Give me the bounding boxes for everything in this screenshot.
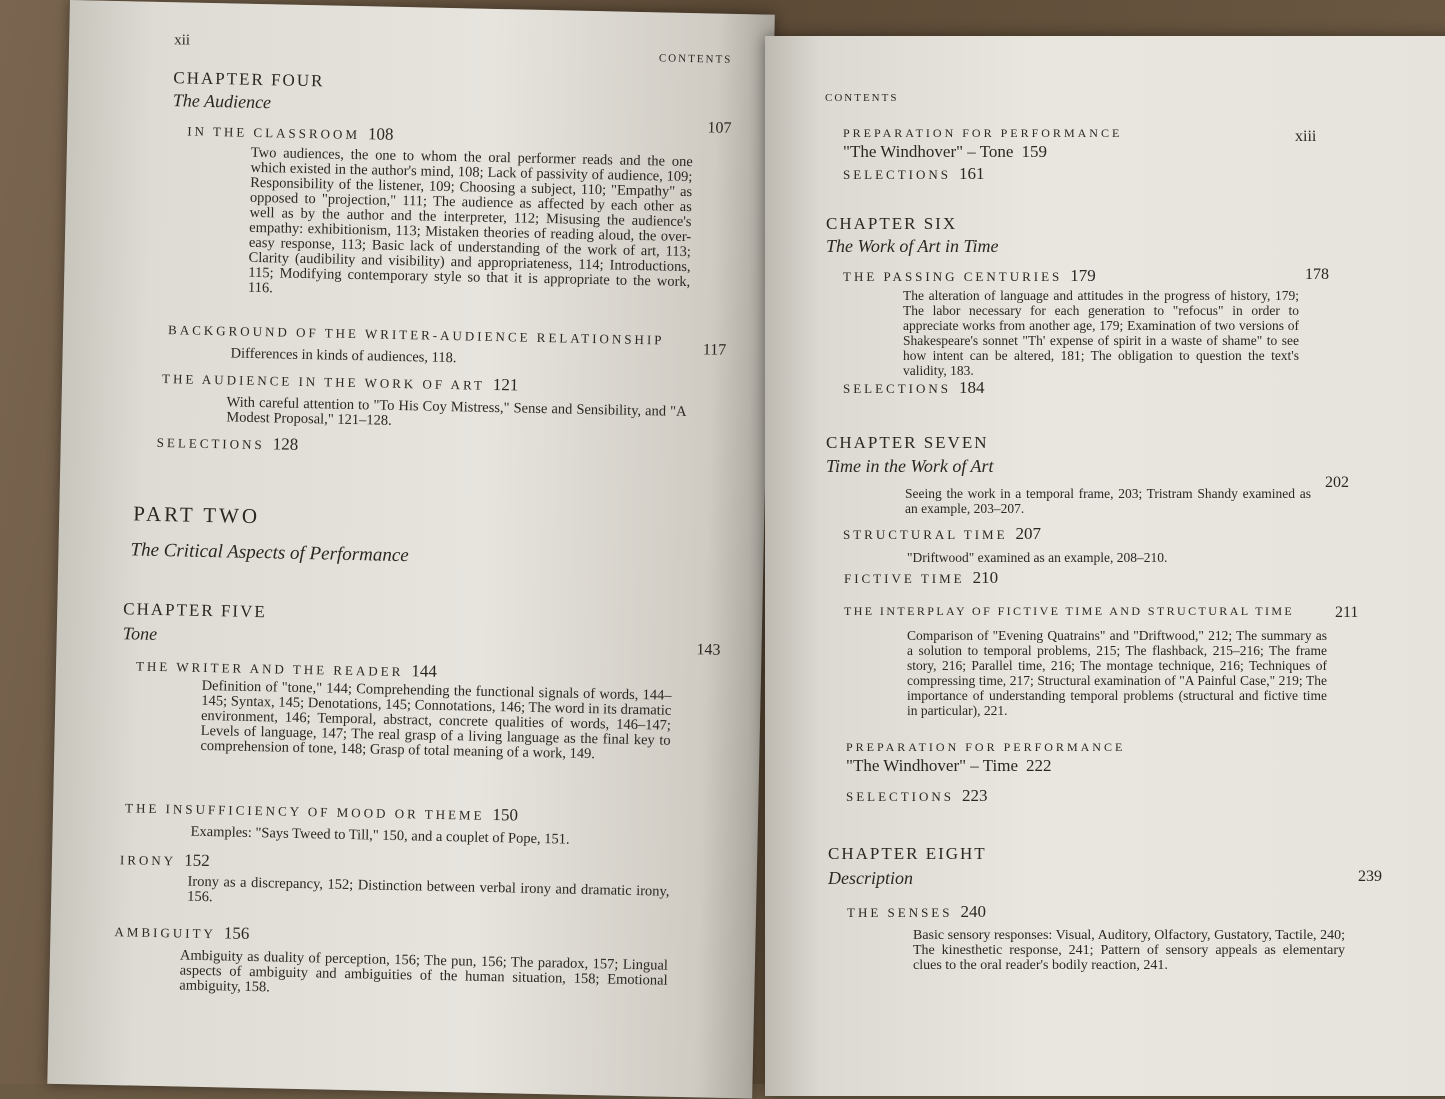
section-description: Definition of "tone," 144; Comprehending the functional signals of words, 144–145; Syntax, 145; Denotations, 145; Connotations, 146; The word in its dramatic environment, 146; Temporal, abstract, concrete qualities of words, 146–147; Levels of language, 147; The real grasp of a living language as the final key to comprehension of tone, 148; Grasp of total meaning of a work, 149. xyxy=(200,677,672,763)
section-heading: PREPARATION FOR PERFORMANCE xyxy=(843,126,1123,140)
section-heading: SELECTIONS 223 xyxy=(846,786,988,805)
section-description: "Driftwood" examined as an example, 208–210. xyxy=(907,550,1168,565)
chapter-label: CHAPTER SIX xyxy=(826,214,958,233)
section-page-number: 156 xyxy=(223,923,250,943)
chapter-label: CHAPTER FOUR xyxy=(173,68,325,91)
section-description: Comparison of "Evening Quatrains" and "Driftwood," 212; The summary as a solution to temporal problems, 215; The flashback, 215–216; The frame story, 216; Parallel time, 216; The montage technique, 216; Techniques of compressing time, 217; Structural examination of "A Painful Case," 219; The importance of understanding temporal problems (structural and fictive time in particular), 221. xyxy=(907,628,1327,718)
chapter-title: The Work of Art in Time xyxy=(826,236,999,256)
section-page-number: 128 xyxy=(272,434,299,454)
running-head: CONTENTS xyxy=(658,52,733,66)
chapter-title: The Audience xyxy=(172,90,272,113)
section-page-number: 144 xyxy=(411,661,438,681)
running-head: CONTENTS xyxy=(825,92,899,104)
section-page-number: 150 xyxy=(492,805,519,825)
section-page-number: 210 xyxy=(972,568,999,587)
section-heading: THE PASSING CENTURIES 179 xyxy=(843,266,1096,285)
chapter-label: CHAPTER EIGHT xyxy=(828,844,987,863)
section-heading: FICTIVE TIME 210 xyxy=(844,568,999,587)
left-page xyxy=(47,0,775,1099)
section-heading: THE WRITER AND THE READER 144 xyxy=(135,658,438,681)
chapter-title: Time in the Work of Art xyxy=(826,456,994,476)
section-heading: IRONY 152 xyxy=(119,850,210,871)
section-heading: SELECTIONS 128 xyxy=(156,434,299,454)
chapter-label: CHAPTER SEVEN xyxy=(826,433,989,452)
section-subtitle: "The Windhover" – Time 222 xyxy=(846,756,1052,775)
section-heading: THE INTERPLAY OF FICTIVE TIME AND STRUCTURAL TIME xyxy=(844,604,1295,618)
section-description: With careful attention to "To His Coy Mistress," Sense and Sensibility, and "A Modest Proposal," 121–128. xyxy=(226,394,687,429)
section-description: The alteration of language and attitudes in the progress of history, 179; The labor necessary for each generation to "refocus" in order to appreciate works from another age, 179; Examination of two versions of Shakespeare's sonnet "Th' expense of spirit in a waste of shame" to see how intent can be altered, 181; The obligation to question the text's validity, 183. xyxy=(903,288,1299,378)
section-heading: SELECTIONS 161 xyxy=(843,164,985,183)
part-label: PART TWO xyxy=(133,501,261,529)
page-folio: xii xyxy=(174,32,191,49)
chapter-page-number: 239 xyxy=(1358,868,1382,885)
section-subtitle: "The Windhover" – Tone 159 xyxy=(843,142,1047,161)
section-heading: BACKGROUND OF THE WRITER-AUDIENCE RELATIONSHIP xyxy=(167,322,665,348)
section-heading: PREPARATION FOR PERFORMANCE xyxy=(846,740,1126,754)
page-folio: xiii xyxy=(1295,128,1317,145)
chapter-page-number: 178 xyxy=(1305,266,1329,283)
chapter-page-number: 202 xyxy=(1325,474,1349,491)
section-description: Two audiences, the one to whom the oral performer reads and the one which existed in the author's mind, 108; Lack of passivity of audience, 109; Responsibility of the listener, 109; Choosing a subject, 110; "Empathy" as opposed to "projection," 111; The audience as affected by each other as well as by the author and the interpreter, 112; Misusing the audience's empathy: exhibitionism, 113; Mistaken theories of reading aloud, the over-easy response, 113; Basic lack of understanding of the work of art, 113; Clarity (audibility and visibility) and appropriateness, 114; Introductions, 115; Modifying contemporary style so that it is appropriate to the work, 116. xyxy=(247,144,693,297)
chapter-title: Description xyxy=(828,868,913,888)
section-description: Examples: "Says Tweed to Till," 150, and a couplet of Pope, 151. xyxy=(190,823,570,848)
section-page-number: 161 xyxy=(959,164,985,183)
section-description: Basic sensory responses: Visual, Auditory, Olfactory, Gustatory, Tactile, 240; The kinesthetic response, 241; Pattern of sensory appeals as elementary clues to the oral reader's bodily reaction, 241. xyxy=(913,928,1345,973)
section-page-number: 240 xyxy=(960,902,986,921)
section-page-number: 207 xyxy=(1015,524,1042,543)
section-heading: SELECTIONS 184 xyxy=(843,378,985,397)
section-page-number: 179 xyxy=(1070,266,1096,285)
chapter-page-number: 107 xyxy=(707,119,732,137)
section-page-number: 108 xyxy=(367,124,394,144)
section-page-number: 222 xyxy=(1026,756,1052,775)
section-description: Ambiguity as duality of perception, 156; The pun, 156; The paradox, 157; Lingual aspects of ambiguity and ambiguities of the human situation, 158; Emotional ambiguity, 158. xyxy=(179,947,669,996)
section-heading: STRUCTURAL TIME 207 xyxy=(843,524,1042,543)
chapter-intro: Seeing the work in a temporal frame, 203; Tristram Shandy examined as an example, 203–207. xyxy=(905,486,1311,516)
section-heading: THE INSUFFICIENCY OF MOOD OR THEME 150 xyxy=(124,800,519,825)
section-page-number: 117 xyxy=(702,341,727,359)
section-page-number: 184 xyxy=(959,378,985,397)
section-heading: IN THE CLASSROOM 108 xyxy=(187,123,394,144)
section-description: Differences in kinds of audiences, 118. xyxy=(230,345,457,367)
chapter-page-number: 143 xyxy=(696,641,721,659)
section-heading: AMBIGUITY 156 xyxy=(114,923,250,943)
section-page-number: 152 xyxy=(183,850,210,871)
chapter-title: Tone xyxy=(122,623,158,644)
right-page xyxy=(765,36,1445,1096)
chapter-label: CHAPTER FIVE xyxy=(123,599,267,622)
section-description: Irony as a discrepancy, 152; Distinction between verbal irony and dramatic irony, 156. xyxy=(187,873,670,906)
section-page-number: 211 xyxy=(1335,604,1359,621)
section-heading: THE AUDIENCE IN THE WORK OF ART 121 xyxy=(161,371,519,395)
section-page-number: 159 xyxy=(1021,142,1047,161)
part-title: The Critical Aspects of Performance xyxy=(130,539,409,567)
section-page-number: 121 xyxy=(492,374,519,395)
section-heading: THE SENSES 240 xyxy=(847,902,986,921)
section-page-number: 223 xyxy=(962,786,988,805)
